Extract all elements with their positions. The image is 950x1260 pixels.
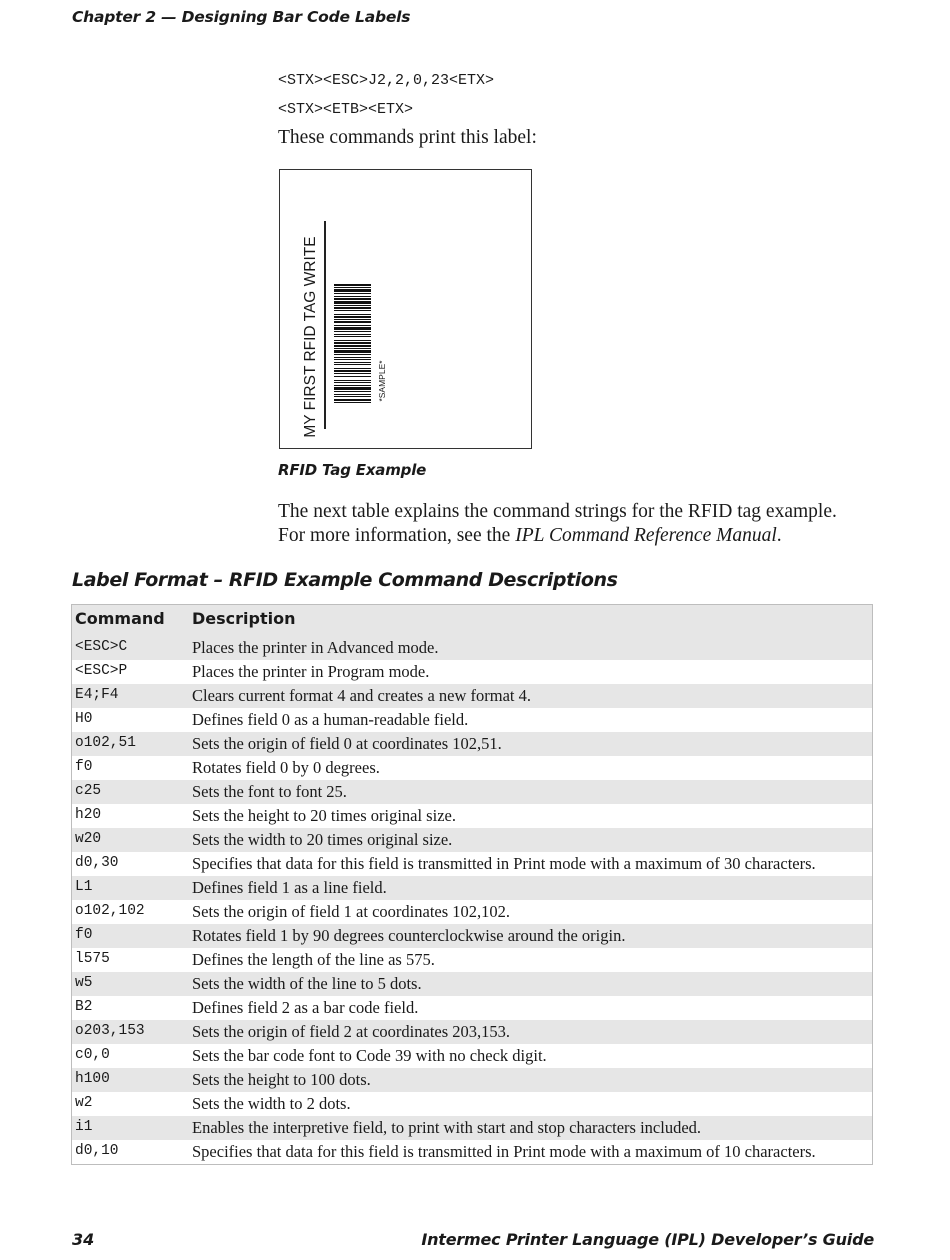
description-cell: Sets the height to 20 times original size. (192, 806, 456, 825)
table-row (72, 1068, 872, 1092)
command-cell: d0,10 (75, 1143, 119, 1159)
description-cell: Rotates field 1 by 90 degrees counterclockwise around the origin. (192, 926, 626, 945)
column-header-command: Command (75, 609, 165, 628)
barcode-bar (334, 296, 371, 297)
explanation-paragraph (278, 500, 878, 547)
table-row (72, 828, 872, 852)
description-cell: Defines field 0 as a human-readable field. (192, 710, 469, 729)
barcode-bar (334, 340, 371, 341)
description-cell: Rotates field 0 by 0 degrees. (192, 758, 380, 777)
barcode-bar (334, 370, 371, 372)
description-cell: Sets the bar code font to Code 39 with no check digit. (192, 1046, 547, 1065)
table-row (72, 852, 872, 876)
barcode-bar (334, 316, 371, 318)
command-cell: d0,30 (75, 855, 119, 871)
table-row (72, 708, 872, 732)
barcode-bar (334, 307, 371, 309)
table-row (72, 660, 872, 684)
barcode-bar (334, 321, 371, 323)
command-cell: l575 (75, 951, 110, 967)
barcode-bar (334, 362, 371, 363)
barcode-interpretive-text: *SAMPLE* (377, 360, 387, 402)
command-cell: w2 (75, 1095, 93, 1111)
command-cell: h100 (75, 1071, 110, 1087)
table-row (72, 636, 872, 660)
barcode-bar (334, 357, 371, 358)
intro-text: These commands print this label: (278, 127, 537, 148)
command-cell: h20 (75, 807, 102, 823)
page-number: 34 (72, 1230, 95, 1249)
barcode-bar (334, 364, 371, 365)
description-cell: Sets the origin of field 0 at coordinates 102,51. (192, 734, 502, 753)
barcode-bar (334, 301, 371, 304)
label-line-field (324, 221, 326, 429)
barcode-bar (334, 305, 371, 306)
command-cell: c25 (75, 783, 102, 799)
barcode-bar (334, 387, 371, 390)
barcode-bar (334, 325, 371, 326)
description-cell: Defines the length of the line as 575. (192, 950, 435, 969)
table-row (72, 996, 872, 1020)
barcode-bar (334, 399, 371, 401)
table-row (72, 876, 872, 900)
command-cell: w5 (75, 975, 93, 991)
command-cell: i1 (75, 1119, 93, 1135)
label-human-readable-text: MY FIRST RFID TAG WRITE (302, 236, 319, 438)
command-cell: f0 (75, 927, 93, 943)
command-cell: o203,153 (75, 1023, 145, 1039)
description-cell: Clears current format 4 and creates a new format 4. (192, 686, 532, 705)
barcode-bar (334, 289, 371, 292)
barcode-bar (334, 350, 371, 353)
table-row (72, 732, 872, 756)
table-row (72, 804, 872, 828)
description-cell: Sets the height to 100 dots. (192, 1070, 371, 1089)
description-cell: Sets the origin of field 1 at coordinates 102,102. (192, 902, 511, 921)
barcode-bar (334, 382, 371, 383)
barcode-bar (334, 293, 371, 294)
command-cell: o102,102 (75, 903, 145, 919)
command-cell: f0 (75, 759, 93, 775)
table-row (72, 1140, 872, 1164)
command-cell: E4;F4 (75, 687, 119, 703)
description-cell: Sets the width of the line to 5 dots. (192, 974, 422, 993)
barcode-bar (334, 376, 371, 377)
command-table (71, 604, 873, 1165)
barcode-image (334, 284, 371, 405)
barcode-bar (334, 336, 371, 337)
table-row (72, 1116, 872, 1140)
table-row (72, 1044, 872, 1068)
table-header-row (72, 605, 872, 636)
description-cell: Sets the origin of field 2 at coordinates 203,153. (192, 1022, 511, 1041)
description-cell: Specifies that data for this field is transmitted in Print mode with a maximum of 30 characters. (192, 854, 816, 873)
code-line-1: <STX><ESC>J2,2,0,23<ETX> (278, 72, 495, 89)
table-title: Label Format – RFID Example Command Descriptions (72, 569, 618, 591)
barcode-bar (334, 394, 371, 395)
table-row (72, 756, 872, 780)
description-cell: Defines field 1 as a line field. (192, 878, 387, 897)
barcode-bar (334, 284, 371, 286)
description-cell: Sets the width to 20 times original size. (192, 830, 453, 849)
figure-caption: RFID Tag Example (278, 461, 427, 479)
barcode-bar (334, 334, 371, 335)
command-cell: L1 (75, 879, 93, 895)
barcode-bar (334, 342, 371, 344)
barcode-bar (334, 359, 371, 360)
barcode-bar (334, 368, 371, 369)
running-header: Chapter 2 — Designing Bar Code Labels (72, 8, 411, 26)
table-row (72, 684, 872, 708)
description-cell: Places the printer in Advanced mode. (192, 638, 439, 657)
description-cell: Enables the interpretive field, to print with start and stop characters included. (192, 1118, 702, 1137)
barcode-bar (334, 331, 371, 332)
table-row (72, 948, 872, 972)
table-row (72, 972, 872, 996)
command-cell: o102,51 (75, 735, 136, 751)
command-cell: <ESC>C (75, 639, 128, 655)
table-row (72, 924, 872, 948)
description-cell: Defines field 2 as a bar code field. (192, 998, 419, 1017)
barcode-bar (334, 396, 371, 397)
paragraph-line-2 (278, 524, 878, 548)
paragraph-suffix: . (776, 524, 782, 546)
barcode-bar (334, 385, 371, 386)
barcode-bar (334, 298, 371, 300)
table-row (72, 1092, 872, 1116)
barcode-bar (334, 287, 371, 288)
table-row (72, 780, 872, 804)
description-cell: Sets the font to font 25. (192, 782, 347, 801)
table-body (72, 636, 872, 1164)
barcode-bar (334, 380, 371, 381)
description-cell: Places the printer in Program mode. (192, 662, 430, 681)
description-cell: Sets the width to 2 dots. (192, 1094, 351, 1113)
barcode-bar (334, 348, 371, 349)
barcode-bar (334, 354, 371, 355)
barcode-bar (334, 373, 371, 374)
barcode-bar (334, 310, 371, 311)
command-cell: B2 (75, 999, 93, 1015)
paragraph-line-1: The next table explains the command strings for the RFID tag example. (278, 501, 837, 522)
barcode-bar (334, 391, 371, 392)
code-line-2: <STX><ETB><ETX> (278, 101, 414, 118)
barcode-bar (334, 314, 371, 315)
description-cell: Specifies that data for this field is transmitted in Print mode with a maximum of 10 characters. (192, 1142, 816, 1161)
table-row (72, 900, 872, 924)
barcode-bar (334, 402, 371, 403)
barcode-bar (334, 319, 371, 320)
command-cell: w20 (75, 831, 102, 847)
column-header-description: Description (192, 609, 296, 628)
barcode-bar (334, 327, 371, 330)
table-row (72, 1020, 872, 1044)
paragraph-prefix: For more information, see the (278, 524, 516, 546)
book-title: Intermec Printer Language (IPL) Developer’s Guide (421, 1230, 874, 1249)
barcode-bar (334, 345, 371, 347)
command-cell: H0 (75, 711, 93, 727)
manual-reference: IPL Command Reference Manual (515, 524, 777, 546)
command-cell: c0,0 (75, 1047, 110, 1063)
command-cell: <ESC>P (75, 663, 128, 679)
